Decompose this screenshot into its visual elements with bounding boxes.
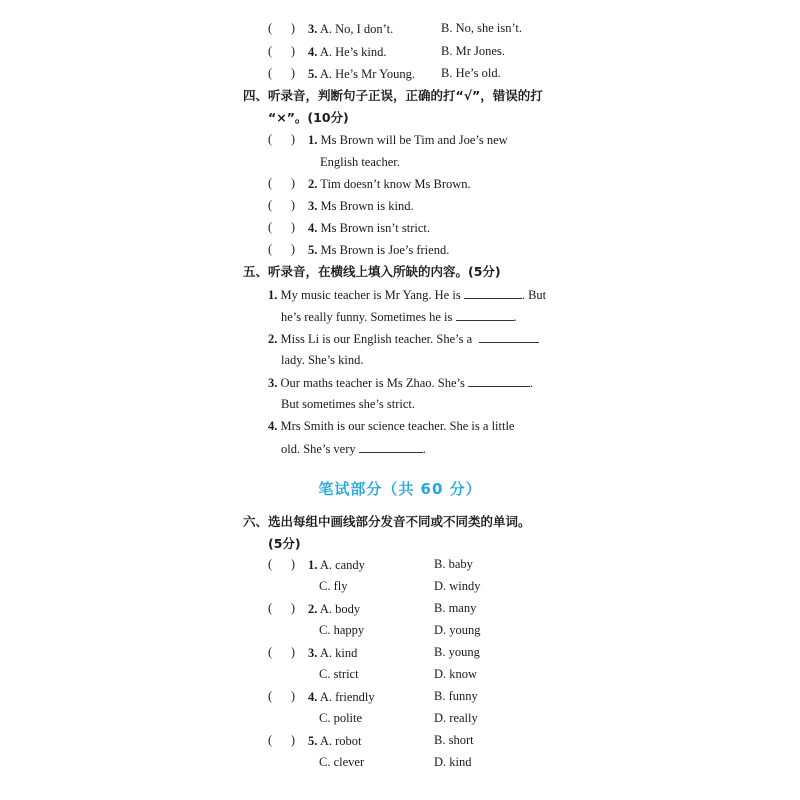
- question-text: 3. A. No, I don’t.: [308, 22, 394, 36]
- answer-bracket[interactable]: ( ): [268, 220, 296, 234]
- option-b: B. No, she isn’t.: [441, 21, 523, 35]
- option-c: C. strict: [319, 667, 359, 681]
- answer-bracket[interactable]: ( ): [268, 198, 296, 212]
- fill-blank[interactable]: [479, 330, 539, 343]
- option-b: B. He’s old.: [441, 66, 501, 80]
- sentence-line: 2. Miss Li is our English teacher. She’s a: [268, 330, 539, 347]
- statement: 2. Tim doesn’t know Ms Brown.: [308, 177, 471, 191]
- answer-bracket[interactable]: ( ): [268, 176, 296, 190]
- section5-title: 五、听录音，在横线上填入所缺的内容。(5分): [243, 264, 501, 279]
- answer-bracket[interactable]: ( ): [268, 733, 296, 747]
- question-text: 4. A. He’s kind.: [308, 45, 387, 59]
- statement: 1. Ms Brown will be Tim and Joe’s new: [308, 133, 508, 147]
- option-b: B. short: [434, 733, 474, 747]
- sentence-line: 3. Our maths teacher is Ms Zhao. She’s .: [268, 376, 534, 390]
- answer-bracket[interactable]: ( ): [268, 21, 296, 35]
- option-c: C. clever: [319, 755, 365, 769]
- sentence-line: 4. Mrs Smith is our science teacher. She is a little: [268, 419, 515, 433]
- option-b: B. funny: [434, 689, 478, 703]
- answer-bracket[interactable]: ( ): [268, 66, 296, 80]
- option-d: D. kind: [434, 755, 472, 769]
- answer-bracket[interactable]: ( ): [268, 689, 296, 703]
- option-d: D. know: [434, 667, 478, 681]
- sentence-line: 1. My music teacher is Mr Yang. He is . But: [268, 288, 547, 302]
- answer-bracket[interactable]: ( ): [268, 242, 296, 256]
- sentence-line: old. She’s very .: [281, 442, 426, 456]
- answer-bracket[interactable]: ( ): [268, 557, 296, 571]
- section4-title-cont: “×”。(10分): [268, 110, 349, 125]
- option-b: B. many: [434, 601, 477, 615]
- section4-title: 四、听录音，判断句子正误，正确的打“√”，错误的打: [243, 88, 543, 103]
- option-d: D. really: [434, 711, 478, 725]
- section6-title-cont: (5分): [268, 536, 301, 551]
- statement: 5. Ms Brown is Joe’s friend.: [308, 243, 450, 257]
- answer-bracket[interactable]: ( ): [268, 601, 296, 615]
- option-b: B. young: [434, 645, 480, 659]
- option-a: 1. A. candy: [308, 558, 365, 572]
- option-a: 4. A. friendly: [308, 690, 375, 704]
- statement-cont: English teacher.: [320, 155, 400, 169]
- question-text: 5. A. He’s Mr Young.: [308, 67, 415, 81]
- sentence-line: But sometimes she’s strict.: [281, 397, 416, 411]
- fill-blank[interactable]: [456, 308, 514, 321]
- option-b: B. baby: [434, 557, 473, 571]
- statement: 4. Ms Brown isn’t strict.: [308, 221, 430, 235]
- sentence-line: lady. She’s kind.: [281, 353, 364, 367]
- statement: 3. Ms Brown is kind.: [308, 199, 414, 213]
- written-part-title: 笔试部分（共 60 分）: [318, 480, 482, 498]
- option-d: D. windy: [434, 579, 481, 593]
- answer-bracket[interactable]: ( ): [268, 44, 296, 58]
- answer-bracket[interactable]: ( ): [268, 132, 296, 146]
- fill-blank[interactable]: [468, 374, 530, 387]
- option-b: B. Mr Jones.: [441, 44, 505, 58]
- section6-title: 六、选出每组中画线部分发音不同或不同类的单词。: [243, 514, 531, 529]
- option-a: 2. A. body: [308, 602, 361, 616]
- option-a: 5. A. robot: [308, 734, 362, 748]
- sentence-line: he’s really funny. Sometimes he is .: [281, 310, 517, 324]
- fill-blank[interactable]: [359, 440, 423, 453]
- option-a: 3. A. kind: [308, 646, 358, 660]
- answer-bracket[interactable]: ( ): [268, 645, 296, 659]
- option-c: C. fly: [319, 579, 348, 593]
- option-c: C. happy: [319, 623, 365, 637]
- fill-blank[interactable]: [464, 286, 522, 299]
- option-c: C. polite: [319, 711, 363, 725]
- option-d: D. young: [434, 623, 481, 637]
